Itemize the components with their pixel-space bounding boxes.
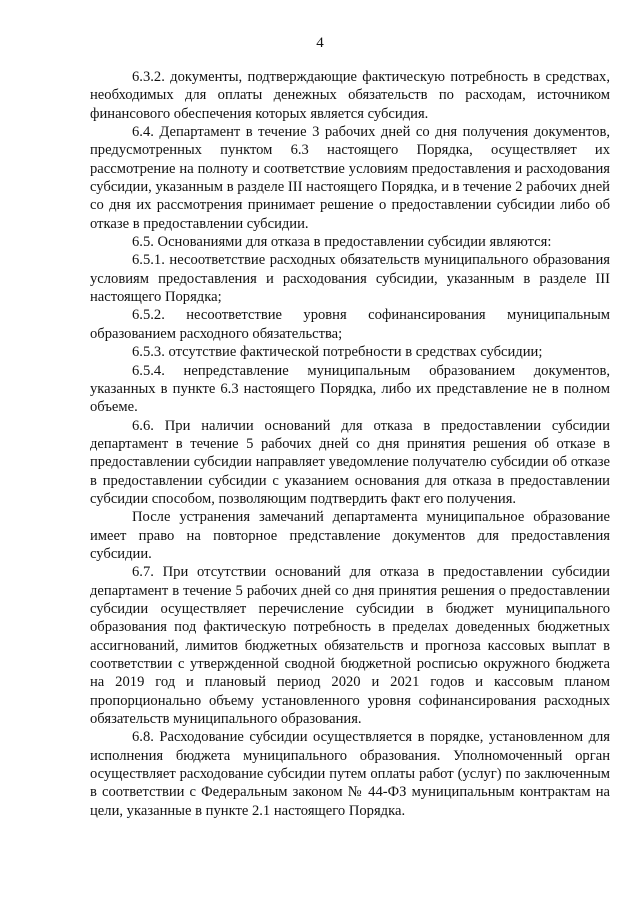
paragraph-6-7: 6.7. При отсутствии оснований для отказа в предоставлении субсидии департамент в течение 5 рабочих дней со дня принятия решения о предоставлении субсидии осуществляет перечисление субсидии в бюджет муниципального образования под фактическую потребность в пределах доведенных бюджетных ассигнований, лимитов бюджетных обязательств и прогноза кассовых выплат в соответствии с утвержденной сводной бюджетной росписью окружного бюджета на 2019 год и плановый период 2020 и 2021 годов и кассовым планом пропорционально объему установленного уровня софинансирования расходных обязательств муниципального образования. xyxy=(90,564,610,728)
paragraph-6-5-1: 6.5.1. несоответствие расходных обязательств муниципального образования условиям предоставления и расходования субсидии, указанным в разделе III настоящего Порядка; xyxy=(90,252,610,306)
document-body xyxy=(90,68,610,820)
paragraph-6-4: 6.4. Департамент в течение 3 рабочих дней со дня получения документов, предусмотренных пунктом 6.3 настоящего Порядка, осуществляет их рассмотрение на полноту и соответствие условиям предоставления и расходования субсидии, указанным в разделе III настоящего Порядка, и в течение 2 рабочих дней со дня их рассмотрения принимает решение о предоставлении субсидии либо об отказе в предоставлении субсидии. xyxy=(90,124,610,232)
paragraph-6-5-4: 6.5.4. непредставление муниципальным образованием документов, указанных в пункте 6.3 настоящего Порядка, либо их представление не в полном объеме. xyxy=(90,362,610,416)
paragraph-6-5: 6.5. Основаниями для отказа в предоставлении субсидии являются: xyxy=(132,234,552,251)
paragraph-6-5-3: 6.5.3. отсутствие фактической потребности в средствах субсидии; xyxy=(132,344,543,361)
page-number: 4 xyxy=(316,35,324,51)
paragraph-6-6-followup: После устранения замечаний департамента муниципальное образование имеет право на повторное представление документов для предоставления субсидии. xyxy=(90,509,610,562)
paragraph-6-3-2: 6.3.2. документы, подтверждающие фактическую потребность в средствах, необходимых для оплаты денежных обязательств по расходам, источником финансового обеспечения которых является субсидия. xyxy=(90,69,610,122)
paragraph-6-5-2: 6.5.2. несоответствие уровня софинансирования муниципальным образованием расходного обязательства; xyxy=(90,307,610,342)
paragraph-6-8: 6.8. Расходование субсидии осуществляется в порядке, установленном для исполнения бюджета муниципального образования. Уполномоченный орган осуществляет расходование субсидии путем оплаты работ (услуг) по заключенным в соответствии с Федеральным законом № 44-ФЗ муниципальным контрактам на цели, указанные в пункте 2.1 настоящего Порядка. xyxy=(90,729,610,819)
paragraph-6-6: 6.6. При наличии оснований для отказа в предоставлении субсидии департамент в течение 5 рабочих дней со дня принятия решения об отказе в предоставлении субсидии направляет уведомление получателю субсидии об отказе в предоставлении субсидии с указанием основания для отказа в предоставлении субсидии способом, позволяющим подтвердить факт его получения. xyxy=(90,417,610,507)
